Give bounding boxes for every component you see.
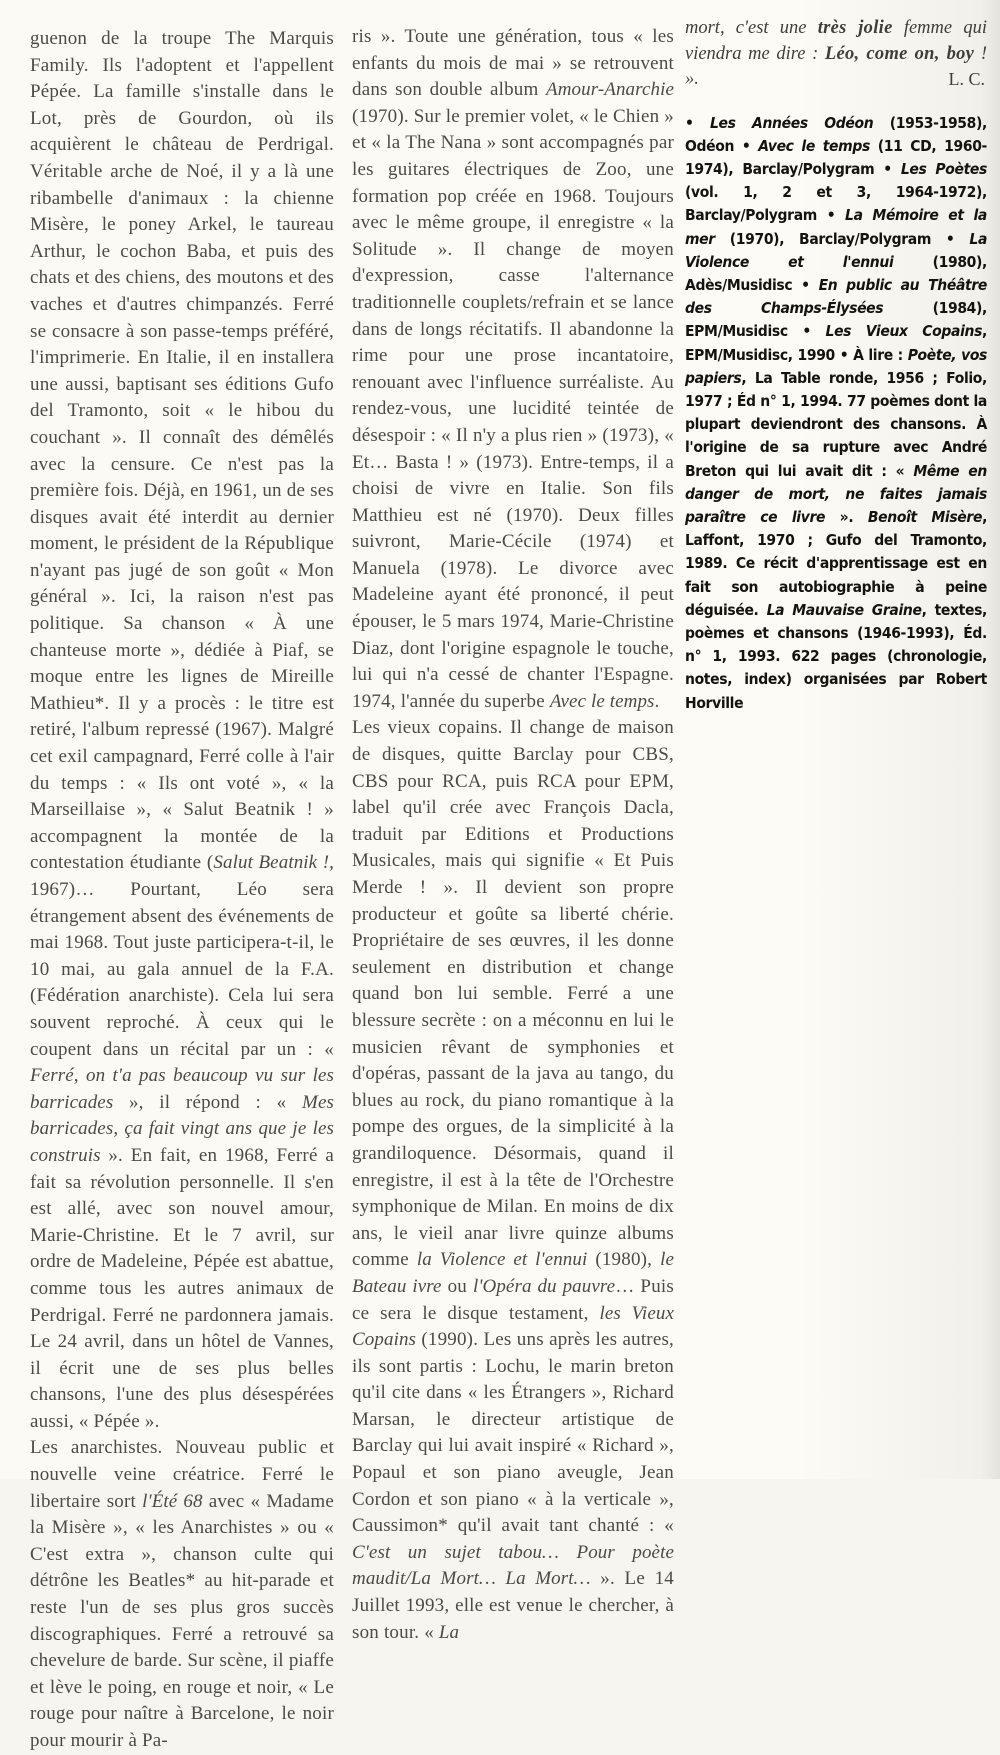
paragraph: Les anarchistes. Nouveau public et nouvelle veine créatrice. Ferré le libertaire sort l'Été 68 avec « Madame la Misère », « les Anarchistes » ou « C'est extra », chanson culte qui détrône les Beatles* au hit-parade et reste l'un de ses plus gros succès discographiques. Ferré a retrouvé sa chevelure de barde. Sur scène, il piaffe et lève le poing, en rouge et noir, « Le rouge pour naître à Barcelone, le noir pour mourir à Pa- xyxy=(30,1437,334,1751)
paragraph: Les vieux copains. Il change de maison de disques, quitte Barclay pour CBS, CBS pour RCA, puis RCA pour EPM, label qu'il crée avec François Dacla, traduit par Editions et Productions Musicales, mais qui signifie « Et Puis Merde ! ». Il devient son propre producteur et goûte sa liberté chérie. Propriétaire de ses œuvres, il les donne seulement en distribution et change quand bon lui semble. Ferré a une blessure secrète : on a méconnu en lui le musicien rêvant de symphonies et d'opéras, passant de la java au tango, du blues au rock, du piano romantique à la pompe des orgues, de la simplicité à la grandiloquence. Désormais, quand il enregistre, il est à la tête de l'Orchestre symphonique de Milan. En moins de dix ans, le vieil anar livre quinze albums comme la Violence et l'ennui (1980), le Bateau ivre ou l'Opéra du pauvre… Puis ce sera le disque testament, les Vieux Copains (1990). Les uns après les autres, ils sont partis : Lochu, le marin breton qu'il cite dans « les Étrangers », Richard Marsan, le directeur artistique de Barclay qui lui avait inspiré « Richard », Popaul et son piano aveugle, Jean Cordon et son piano « à la verticale », Caussimon* qu'il avait tant chanté : « C'est un sujet tabou… Pour poète maudit/La Mort… La Mort… ». Le 14 Juillet 1993, elle est venue le chercher, à son tour. « La xyxy=(352,717,674,1643)
paragraph: ris ». Toute une génération, tous « les enfants du mois de mai » se retrouvent dans son double album Amour-Anarchie (1970). Sur le premier volet, « le Chien » et « la The Nana » sont accompagnés par les guitares électriques de Zoo, une formation pop créée en 1968. Toujours avec le même groupe, il enregistre « la Solitude ». Il change de moyen d'expression, casse l'alternance traditionnelle couplets/refrain et se lance dans de longs récitatifs. Il abandonne la rime pour une prose incantatoire, renouant avec l'influence surréaliste. Au rendez-vous, une lucidité teintée de désespoir : « Il n'y a plus rien » (1973), « Et… Basta ! » (1973). Entre-temps, il a choisi de vivre en Italie. Son fils Matthieu est né (1970). Deux filles suivront, Marie-Cécile (1974) et Manuela (1978). Le divorce avec Madeleine ayant été prononcé, il peut épouser, le 5 mars 1974, Marie-Christine Diaz, dont l'origine espagnole le touche, lui qui n'a cessé de chanter l'Espagne. 1974, l'année du superbe Avec le temps. xyxy=(352,26,674,712)
text-column-left xyxy=(30,26,334,1755)
paragraph: guenon de la troupe The Marquis Family. Ils l'adoptent et l'appellent Pépée. La famille s'installe dans le Lot, près de Gourdon, où ils acquièrent le château de Perdrigal. Véritable arche de Noé, il y a là une ribambelle d'animaux : la chienne Misère, le poney Arkel, le taureau Arthur, le cochon Baba, et puis des chats et des chiens, des moutons et des vaches et d'autres chimpanzés. Ferré se consacre à son passe-temps préféré, l'imprimerie. En Italie, il en installera une aussi, baptisant ses éditions Gufo del Tramonto, soit « le hibou du couchant ». Il connaît des démêlés avec la censure. Ce n'est pas la première fois. Déjà, en 1961, un de ses disques avait été interdit au dernier moment, le président de la République n'ayant pas jugé de son goût « Mon général ». Ici, la raison n'est pas politique. Sa chanson « À une chanteuse morte », dédiée à Piaf, se moque entre les lignes de Mireille Mathieu*. Il y a procès : le titre est retiré, l'album repressé (1967). Malgré cet exil campagnard, Ferré colle à l'air du temps : « Ils ont voté », « la Marseillaise », « Salut Beatnik ! » accompagnent la montée de la contestation étudiante (Salut Beatnik !, 1967)… Pourtant, Léo sera étrangement absent des événements de mai 1968. Tout juste participera-t-il, le 10 mai, au gala annuel de la F.A. (Fédération anarchiste). Cela lui sera souvent reproché. À ceux qui le coupent dans un récital par un : « Ferré, on t'a pas beaucoup vu sur les barricades », il répond : « Mes barricades, ça fait vingt ans que je les construis ». En fait, en 1968, Ferré a fait sa révolution personnelle. Il s'en est allé, avec son nouvel amour, Marie-Christine. Et le 7 avril, sur ordre de Madeleine, Pépée est abattue, comme tous les autres animaux de Perdrigal. Ferré ne pardonnera jamais. Le 24 avril, dans un hôtel de Vannes, il écrit une de ses plus belles chansons, l'une des plus désespérées aussi, « Pépée ». xyxy=(30,28,334,1432)
italic-quote-text: mort, c'est une très jolie femme qui viendra me dire : Léo, come on, boy ! ». xyxy=(685,18,987,89)
discography-block: • Les Années Odéon (1953-1958), Odéon • Avec le temps (11 CD, 1960-1974), Barclay/Polygram • Les Poètes (vol. 1, 2 et 3, 1964-1972), Barclay/Polygram • La Mémoire et la mer (1970), Barclay/Polygram • La Violence et l'ennui (1980), Adès/Musidisc • En public au Théâtre des Champs-Élysées (1984), EPM/Musidisc • Les Vieux Copains, EPM/Musidisc, 1990 • À lire : Poète, vos papiers, La Table ronde, 1956 ; Folio, 1977 ; Éd n° 1, 1994. 77 poèmes dont la plupart deviendront des chansons. À l'origine de sa rupture avec André Breton qui lui avait dit : « Même en danger de mort, ne faites jamais paraître ce livre ». Benoît Misère, Laffont, 1970 ; Gufo del Tramonto, 1989. Ce récit d'apprentissage est en fait son autobiographie à peine déguisée. La Mauvaise Graine, textes, poèmes et chansons (1946-1993), Éd. n° 1, 1993. 622 pages (chronologie, notes, index) organisées par Robert Horville xyxy=(685,113,988,712)
text-column-right xyxy=(685,16,987,715)
text-column-middle xyxy=(352,24,674,1646)
author-initials: L. C. xyxy=(948,69,985,89)
quote-continuation xyxy=(685,16,987,93)
